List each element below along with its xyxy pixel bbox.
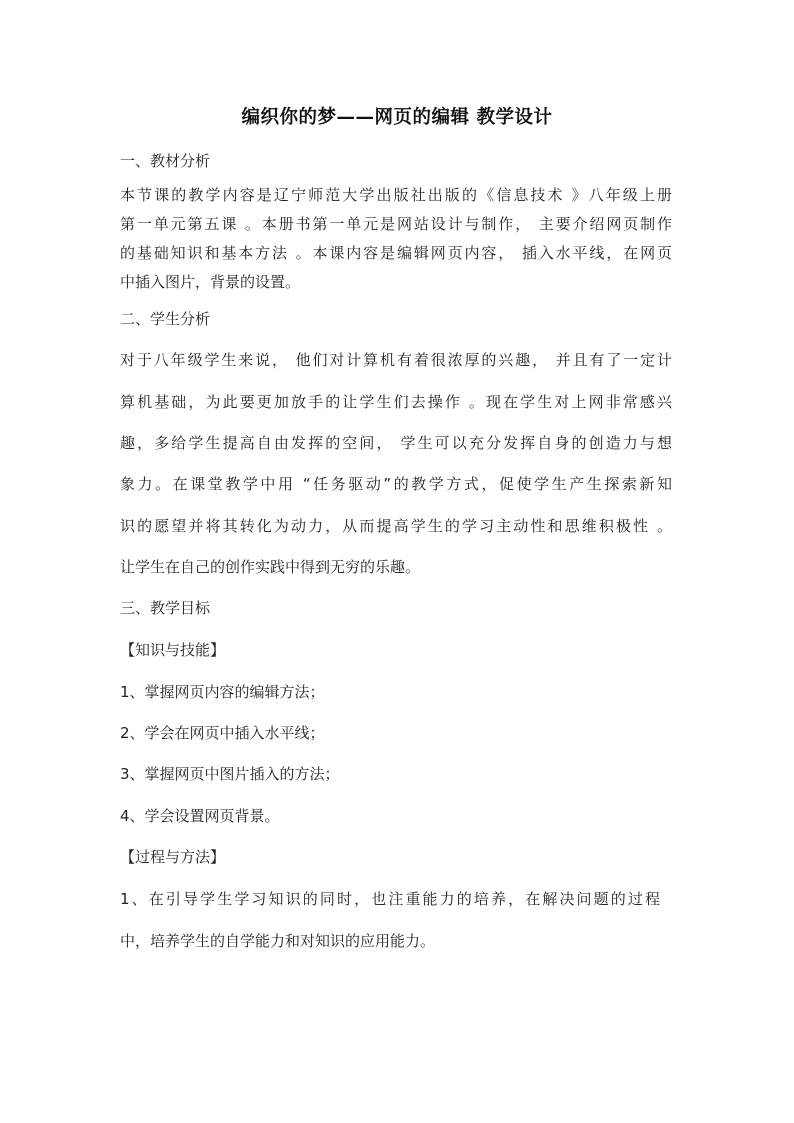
subheading-process-methods: 【过程与方法】 <box>120 848 226 866</box>
list-item: 1、掌握网页内容的编辑方法； <box>120 683 325 701</box>
list-item: 2、学会在网页中插入水平线； <box>120 724 325 742</box>
list-item: 3、掌握网页中图片插入的方法； <box>120 765 340 783</box>
paragraph-line: 1、在引导学生学习知识的同时，也注重能力的培养，在解决问题的过程 <box>120 890 660 908</box>
paragraph-line: 识的愿望并将其转化为动力，从而提高学生的学习主动性和思维积极性 。 <box>120 517 672 535</box>
paragraph-line: 算机基础，为此要更加放手的让学生们去操作 。现在学生对上网非常感兴 <box>120 393 672 411</box>
paragraph-line: 对于八年级学生来说， 他们对计算机有着很浓厚的兴趣， 并且有了一定计 <box>120 351 672 369</box>
section-heading-textbook-analysis: 一、教材分析 <box>120 152 211 170</box>
paragraph-line: 中，培养学生的自学能力和对知识的应用能力。 <box>120 932 436 950</box>
section-heading-teaching-goals: 三、教学目标 <box>120 599 211 617</box>
paragraph-line: 让学生在自己的创作实践中得到无穷的乐趣。 <box>120 558 421 576</box>
list-item: 4、学会设置网页背景。 <box>120 807 280 825</box>
subheading-knowledge-skills: 【知识与技能】 <box>120 641 226 659</box>
section-heading-student-analysis: 二、学生分析 <box>120 310 211 328</box>
paragraph-line: 的基础知识和基本方法 。本课内容是编辑网页内容， 插入水平线，在网页 <box>120 244 672 262</box>
paragraph-line: 趣，多给学生提高自由发挥的空间， 学生可以充分发挥自身的创造力与想 <box>120 434 672 452</box>
paragraph-line: 象力。在课堂教学中用 “任务驱动”的教学方式，促使学生产生探索新知 <box>120 475 672 493</box>
paragraph-line: 第一单元第五课 。本册书第一单元是网站设计与制作， 主要介绍网页制作 <box>120 215 672 233</box>
paragraph-line: 本节课的教学内容是辽宁师范大学出版社出版的《信息技术 》八年级上册 <box>120 186 672 204</box>
document-title: 编织你的梦——网页的编辑 教学设计 <box>241 107 553 128</box>
paragraph-line: 中插入图片，背景的设置。 <box>120 273 301 291</box>
